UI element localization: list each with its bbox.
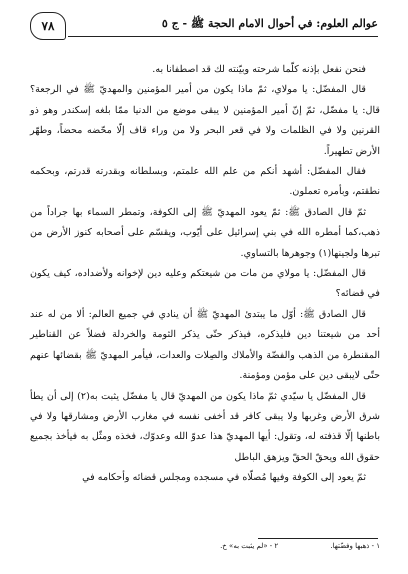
page-header: [30, 14, 378, 38]
footnote-1: ١ - ذهبها وفضّتها.: [330, 542, 380, 550]
paragraph-4: ثمّ قال الصادق ﷺ: ثمّ يعود المهديّ ﷺ إلى الكوفة، وتمطر السماء بها جراداً من ذهب،كما أمطره الله في بني إسرائيل على أيّوب، ويقسّم على أصحابه كنوز الأرض من تبرها ولجينها(١) وجوهرها بالتساوي.: [30, 206, 380, 259]
paragraph-1: فنحن نفعل بإذنه كلّما شرحته وبيّنته لك قد اصطفانا به.: [152, 64, 366, 75]
paragraph-5: قال المفضّل: يا مولاي من مات من شيعتكم وعليه دين لإخوانه ولأضداده، كيف يكون في قضائه؟: [30, 268, 380, 300]
footnotes: [30, 542, 380, 550]
paragraph-8: ثمّ يعود إلى الكوفة وفيها مُصلّاه في مسجده ومجلس قضائه وأحكامه في: [82, 472, 366, 484]
paragraph-2: قال المفضّل: يا مولاي، ثمّ ماذا يكون من أمير المؤمنين والمهديّ ﷺ في الرجعة؟ قال: يا مفضّل، ثمّ إنّ أمير المؤمنين لا يبقى موضع من الدنيا ممّا بلغه إسكندر وهو ذو القرنين ولا في الظلمات ولا في قعر البحر ولا من وراء قاف إلّا محّضه محضاً، وطهّر الأرض تطهيراً.: [30, 84, 380, 157]
paragraph-7: قال المفضّل يا سيّدي ثمّ ماذا يكون من المهديّ قال يا مفضّل يثبت به(٢) إلى أن يطأ شرق الأرض وغربها ولا يبقى كافر قد أخفى نفسه في مغارب الأرض ومشارقها ولا في باطنها إلّا قذفته له، وتقول: أيها المهديّ هذا عدوّ الله وعدوّك، فخذه ومثّل به فيأخذ بجميع حقوق الله ويحقّ الحقّ ويزهق الباطل: [30, 390, 380, 463]
paragraph-3: فقال المفضّل: أشهد أنكم من علم الله علمتم، وبسلطانه وبقدرته قدرتم، وبحكمه نطقتم، وبأمره تعملون.: [30, 166, 380, 198]
main-text: [30, 60, 380, 489]
page-number: ٧٨: [41, 19, 55, 33]
footnote-2: ٢ - «لم يثبت به» خ.: [220, 542, 279, 550]
page-number-badge: [30, 12, 66, 40]
running-title: عوالم العلوم: في أحوال الامام الحجة ﷺ - ج ٥: [161, 17, 378, 30]
paragraph-6: قال الصادق ﷺ: أوّل ما يبتدئ المهديّ ﷺ أن ينادي في جميع العالم: ألا من له عند أحد من شيعتنا دين فليذكره، فيذكر حتّى يذكر الثومة والخردلة فضلاً عن القناطير المقنطرة من الذهب والفضّة والأملاك والصِلات والعدات، فيأمر المهديّ ﷺ بقضائها عنهم حتّى لايبقى دين على مؤمن ومؤمنة.: [30, 308, 380, 382]
header-rule: [68, 36, 378, 37]
footnote-rule: [258, 538, 378, 539]
